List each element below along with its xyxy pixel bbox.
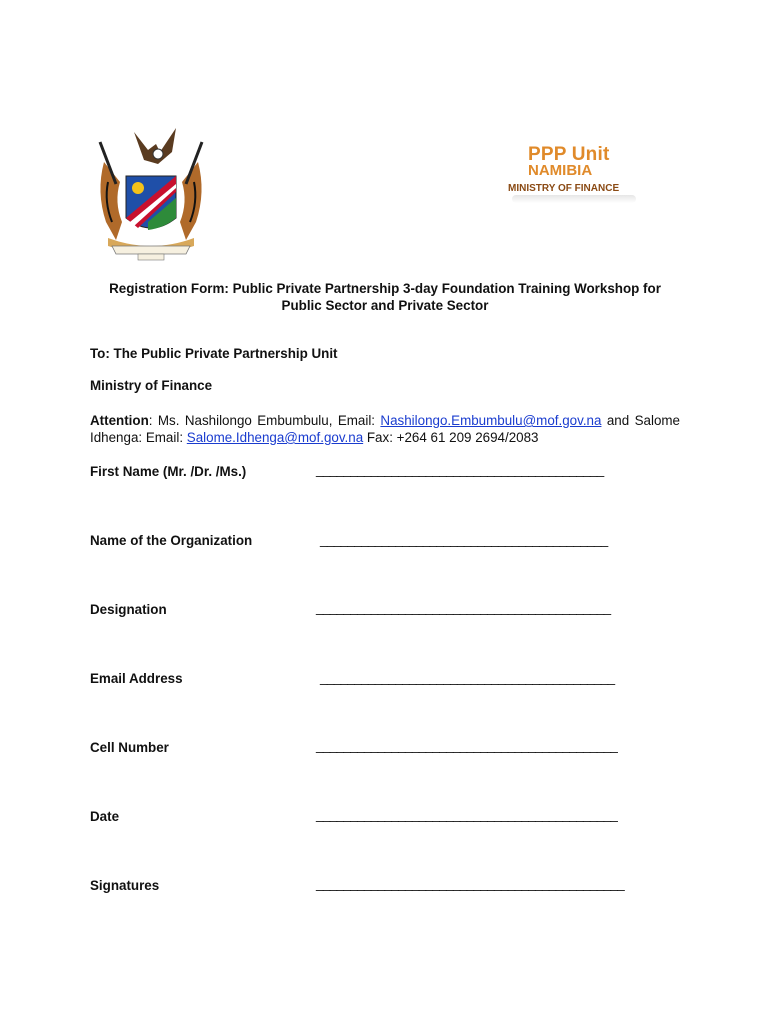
ppp-unit-logo [502,140,640,212]
form-title-line1: Registration Form: Public Private Partnership 3-day Foundation Training Workshop for [109,281,661,296]
field-line-email[interactable]: ___________________________________________ [320,670,615,685]
field-label-date: Date [90,809,120,824]
field-line-date[interactable]: ____________________________________________ [316,807,618,822]
attention-fax: Fax: +264 61 209 2694/2083 [363,430,539,445]
logo-namibia-text: NAMIBIA [528,162,593,179]
email-link-nashilongo[interactable]: Nashilongo.Embumbulu@mof.gov.na [380,413,602,428]
attention-label: Attention [90,413,149,428]
field-label-designation: Designation [90,602,167,617]
to-line: To: The Public Private Partnership Unit [90,346,338,361]
email-link-salome[interactable]: Salome.Idhenga@mof.gov.na [186,430,364,445]
field-label-organization: Name of the Organization [90,533,253,548]
form-title-line2: Public Sector and Private Sector [281,298,489,313]
field-line-cell-number[interactable]: ____________________________________________ [316,738,618,753]
field-line-organization[interactable]: __________________________________________ [320,532,608,547]
field-line-designation[interactable]: ___________________________________________ [316,600,611,615]
logo-ppp-unit-text: PPP Unit [528,144,610,165]
ministry-line: Ministry of Finance [90,378,213,393]
namibia-coat-of-arms-icon [86,122,216,262]
field-label-cell-number: Cell Number [90,740,169,755]
attention-text2: and Salome Idhenga: Email: [90,413,680,445]
field-line-first-name[interactable]: __________________________________________ [316,462,604,477]
attention-text1: : Ms. Nashilongo Embumbulu, Email: [148,413,381,428]
field-label-signatures: Signatures [90,878,160,893]
field-label-email: Email Address [90,671,183,686]
form-title [90,280,680,314]
field-label-first-name: First Name (Mr. /Dr. /Ms.) [90,464,247,479]
logo-ministry-text: MINISTRY OF FINANCE [508,183,620,194]
logo-shadow [512,195,636,203]
field-line-signatures[interactable]: _____________________________________________ [316,876,625,891]
attention-paragraph [90,412,680,446]
